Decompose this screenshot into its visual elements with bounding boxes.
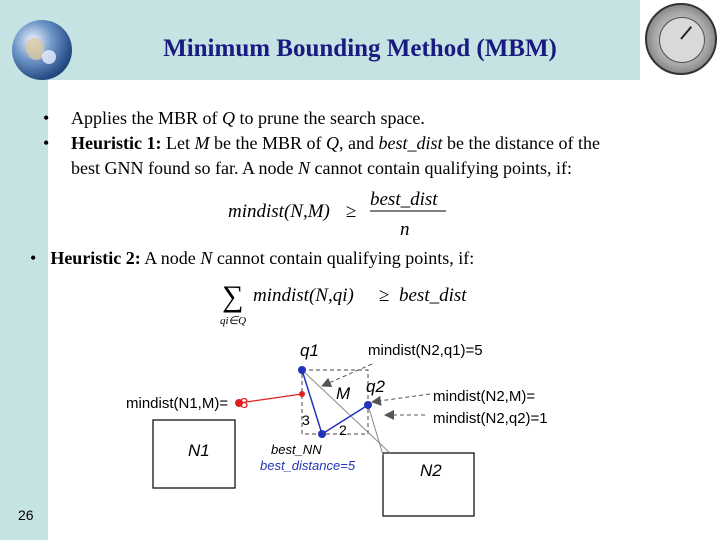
svg-text:best_dist: best_dist [399, 285, 467, 306]
svg-text:∑: ∑ [222, 280, 244, 313]
svg-text:2: 2 [339, 422, 347, 438]
bullet-3: • Heuristic 2: A node N cannot contain qualifying points, if: [30, 248, 475, 268]
svg-text:mindist(N,qi): mindist(N,qi) [253, 285, 354, 306]
svg-text:≥: ≥ [379, 285, 390, 306]
svg-text:mindist(N1,M)=: mindist(N1,M)= [126, 395, 229, 412]
svg-text:mindist(N2,q2)=1: mindist(N2,q2)=1 [433, 410, 548, 427]
svg-text:mindist(N2,q1)=5: mindist(N2,q1)=5 [368, 342, 483, 359]
svg-text:qi∈Q: qi∈Q [220, 315, 247, 327]
formula-1 [220, 185, 460, 240]
svg-text:3: 3 [240, 395, 249, 412]
svg-text:mindist(N2,M)=: mindist(N2,M)= [433, 388, 536, 405]
formula-2 [215, 274, 505, 330]
svg-text:best_distance=5: best_distance=5 [260, 458, 356, 473]
page-number: 26 [18, 507, 34, 523]
svg-text:3: 3 [302, 412, 310, 428]
svg-text:best_NN: best_NN [271, 442, 322, 457]
svg-text:n: n [400, 219, 410, 240]
svg-text:best_dist: best_dist [370, 189, 438, 210]
bullet-list [40, 106, 600, 181]
mbm-diagram [0, 330, 720, 530]
svg-text:≥: ≥ [346, 201, 357, 222]
slide-title: Minimum Bounding Method (MBM) [163, 35, 557, 62]
svg-text:q2: q2 [366, 377, 385, 396]
svg-text:N2: N2 [420, 461, 442, 480]
svg-text:q1: q1 [300, 341, 319, 360]
svg-text:N1: N1 [188, 441, 210, 460]
svg-text:mindist(N,M): mindist(N,M) [228, 201, 330, 222]
bullet-2: • Heuristic 1: Let M be the MBR of Q, and best_dist be the distance of the best GNN found so far. A node N cannot contain qualifying points, if: [43, 133, 600, 178]
bullet-1: • Applies the MBR of Q to prune the search space. [43, 108, 425, 128]
svg-text:M: M [336, 384, 351, 403]
